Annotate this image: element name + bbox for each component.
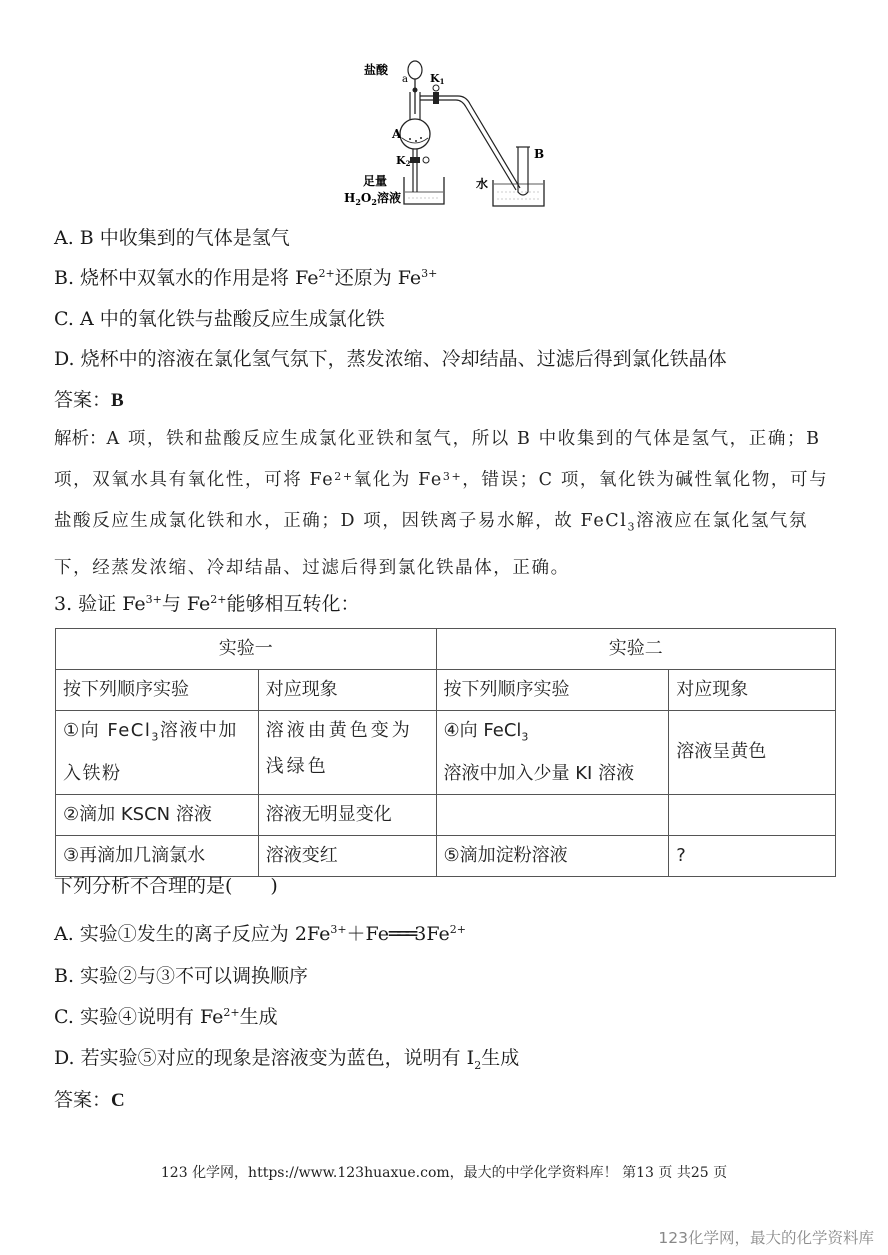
watermark: 123化学网，最大的化学资料库 bbox=[658, 1229, 874, 1247]
q2-option-b: B. 烧杯中双氧水的作用是将 $Fe^{2+}$还原为 $Fe^{3+}$ bbox=[54, 267, 438, 289]
q2-answer: 答案：B bbox=[54, 389, 124, 411]
label-h2o2-line1: 足量 bbox=[363, 174, 388, 188]
label-hcl: 盐酸 bbox=[364, 63, 389, 77]
empty-cell bbox=[669, 794, 836, 835]
q2-option-c: C. A 中的氧化铁与盐酸反应生成氯化铁 bbox=[54, 308, 385, 330]
experiment-table bbox=[55, 628, 836, 877]
label-k2: K2 bbox=[396, 154, 411, 168]
table-header-exp1: 实验一 bbox=[56, 629, 437, 670]
phenomenon-3: 溶液变红 bbox=[258, 835, 436, 876]
step-1: ①向 FeCl$_3$溶液中加入铁粉 bbox=[56, 711, 259, 795]
q3-option-a: A. 实验①发生的离子反应为 $2Fe^{3+}+Fe═══3Fe^{2+}$ bbox=[54, 923, 466, 945]
label-tube-b: B bbox=[534, 147, 545, 161]
q3-stem: 3. 验证 $Fe^{3+}$与 $Fe^{2+}$能够相互转化： bbox=[54, 593, 360, 615]
q3-option-c: C. 实验④说明有 $Fe^{2+}$生成 bbox=[54, 1006, 278, 1028]
label-flask-a: A bbox=[392, 127, 402, 141]
label-h2o2-line2: $H_2O_2$溶液 bbox=[344, 191, 401, 207]
phenomenon-1: 溶液由黄色变为浅绿色 bbox=[258, 711, 436, 795]
col-phenomenon-2: 对应现象 bbox=[669, 670, 836, 711]
q3-answer: 答案：C bbox=[54, 1089, 125, 1111]
table-header-exp2: 实验二 bbox=[436, 629, 835, 670]
q2-option-d: D. 烧杯中的溶液在氯化氢气氛下，蒸发浓缩、冷却结晶、过滤后得到氯化铁晶体 bbox=[54, 348, 727, 370]
q3-question: 下列分析不合理的是( ) bbox=[54, 875, 278, 897]
empty-cell bbox=[436, 794, 669, 835]
q2-explanation: 解析：A 项，铁和盐酸反应生成氯化亚铁和氢气，所以 B 中收集到的气体是氢气，正确；B 项，双氧水具有氧化性，可将 $Fe^{2+}$氧化为 $Fe^{3+}$，错误；C 项，氧化铁为碱性氧化物，可与盐酸反应生成氯化铁和水，正确；D 项，因铁离子易水解，故 FeCl$_3$溶液应在氯化氢气氛下，经蒸发浓缩、冷却结晶、过滤后得到氯化铁晶体，正确。 bbox=[54, 429, 829, 578]
label-k1: K1 bbox=[430, 72, 445, 86]
q3-option-d: D. 若实验⑤对应的现象是溶液变为蓝色，说明有 $I_2$生成 bbox=[54, 1047, 520, 1072]
col-phenomenon-1: 对应现象 bbox=[258, 670, 436, 711]
step-2: ②滴加 KSCN 溶液 bbox=[56, 794, 259, 835]
step-5: ⑤滴加淀粉溶液 bbox=[436, 835, 669, 876]
q3-option-b: B. 实验②与③不可以调换顺序 bbox=[54, 965, 309, 987]
col-sequence-2: 按下列顺序实验 bbox=[436, 670, 669, 711]
col-sequence-1: 按下列顺序实验 bbox=[56, 670, 259, 711]
label-a-valve: a bbox=[402, 74, 408, 85]
q2-option-a: A. B 中收集到的气体是氢气 bbox=[54, 227, 290, 249]
label-water: 水 bbox=[476, 177, 489, 191]
page-footer: 123 化学网，https://www.123huaxue.com，最大的中学化学资料库！ 第13 页 共25 页 bbox=[160, 1165, 728, 1181]
phenomenon-2: 溶液无明显变化 bbox=[258, 794, 436, 835]
apparatus-diagram bbox=[330, 52, 570, 212]
step-3: ③再滴加几滴氯水 bbox=[56, 835, 259, 876]
phenomenon-5: ? bbox=[669, 835, 836, 876]
step-4: ④向 FeCl$_3$ 溶液中加入少量 KI 溶液 bbox=[436, 711, 669, 795]
phenomenon-4: 溶液呈黄色 bbox=[669, 711, 836, 795]
